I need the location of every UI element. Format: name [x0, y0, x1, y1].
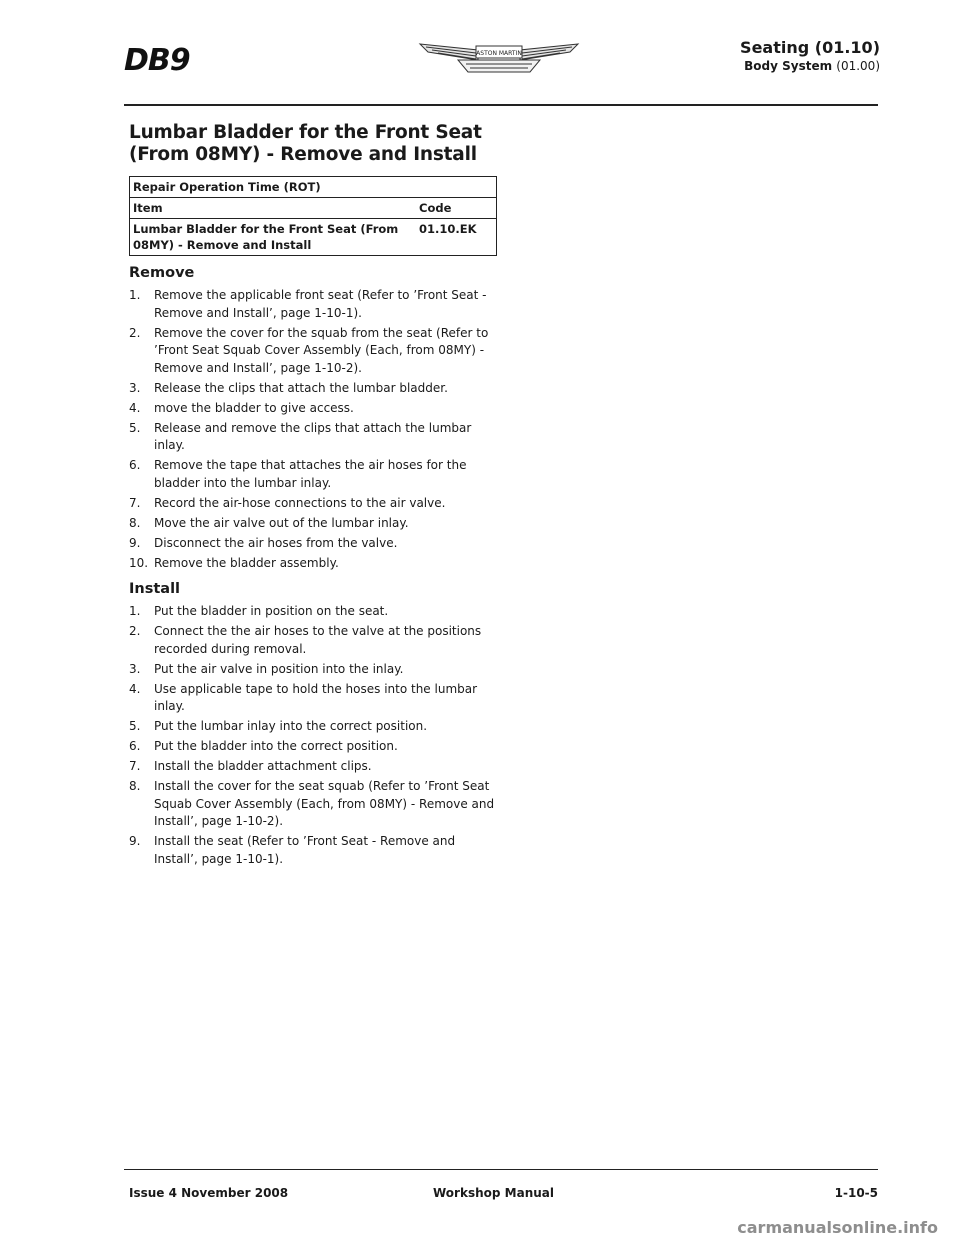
install-steps [129, 603, 499, 868]
list-item [129, 738, 499, 756]
list-item [129, 325, 499, 378]
step-number: 4. [129, 681, 141, 696]
remove-steps [129, 287, 499, 572]
system-code: (01.00) [836, 59, 880, 73]
step-text: Put the air valve in position into the inlay. [154, 661, 404, 676]
watermark: carmanualsonline.info [737, 1218, 938, 1237]
list-item [129, 495, 499, 513]
step-number: 7. [129, 495, 141, 510]
step-text: Install the cover for the seat squab (Refer to ’Front Seat Squab Cover Assembly (Each, from 08MY) - Remove and Install’, page 1-10-2). [154, 779, 495, 828]
page-title: Lumbar Bladder for the Front Seat (From 08MY) - Remove and Install [129, 122, 482, 165]
list-item [129, 778, 499, 831]
list-item [129, 555, 499, 573]
step-text: Release the clips that attach the lumbar bladder. [154, 380, 448, 395]
step-text: Install the bladder attachment clips. [154, 759, 372, 773]
step-text: Put the lumbar inlay into the correct position. [154, 719, 428, 733]
step-number: 3. [129, 661, 141, 676]
step-text: Connect the the air hoses to the valve at the positions recorded during removal. [154, 624, 482, 656]
step-text: Remove the bladder assembly. [154, 555, 339, 570]
list-item [129, 758, 499, 776]
list-item [129, 457, 499, 492]
step-number: 8. [129, 779, 141, 793]
step-text: Put the bladder into the correct position. [154, 739, 398, 753]
install-heading: Install [129, 581, 181, 597]
svg-text:ASTON MARTIN: ASTON MARTIN [476, 50, 522, 57]
step-number: 7. [129, 759, 141, 773]
step-number: 2. [129, 624, 141, 638]
step-number: 1. [129, 604, 141, 618]
db9-logo [124, 38, 240, 76]
page-header [0, 0, 960, 105]
remove-heading: Remove [129, 265, 195, 281]
svg-text:DB9: DB9 [124, 43, 190, 76]
step-number: 10. [129, 555, 149, 570]
step-text: Remove the cover for the squab from the seat (Refer to ’Front Seat Squab Cover Assembly (Each, from 08MY) - Remove and Install’, page 1-10-2). [154, 325, 489, 375]
footer-issue: Issue 4 November 2008 [129, 1186, 289, 1200]
main-content [129, 122, 499, 871]
step-text: Remove the tape that attaches the air hoses for the bladder into the lumbar inlay. [154, 458, 467, 490]
rot-row-code: 01.10.EK [416, 219, 497, 256]
list-item [129, 380, 499, 398]
step-text: Install the seat (Refer to ’Front Seat - Remove and Install’, page 1-10-1). [154, 834, 456, 866]
list-item [129, 287, 499, 322]
list-item [129, 681, 499, 716]
list-item [129, 603, 499, 621]
step-text: Release and remove the clips that attach the lumbar inlay. [154, 420, 472, 452]
aston-martin-wings-emblem [418, 38, 580, 74]
rot-row-item: Lumbar Bladder for the Front Seat (From 08MY) - Remove and Install [130, 219, 417, 256]
section-title: Seating (01.10) [740, 38, 880, 57]
rot-col-code: Code [416, 198, 497, 219]
header-rule [124, 104, 878, 106]
rot-col-item: Item [130, 198, 417, 219]
step-number: 9. [129, 535, 141, 550]
step-number: 8. [129, 515, 141, 530]
step-number: 4. [129, 400, 141, 415]
list-item [129, 400, 499, 418]
footer-rule [124, 1169, 878, 1170]
step-text: Remove the applicable front seat (Refer to ’Front Seat - Remove and Install’, page 1-10-1). [154, 288, 487, 320]
list-item [129, 420, 499, 455]
list-item [129, 661, 499, 679]
step-text: Use applicable tape to hold the hoses into the lumbar inlay. [154, 681, 478, 713]
step-text: Disconnect the air hoses from the valve. [154, 535, 398, 550]
list-item [129, 515, 499, 533]
step-number: 2. [129, 325, 141, 340]
list-item [129, 718, 499, 736]
step-text: Record the air-hose connections to the air valve. [154, 495, 446, 510]
footer-manual: Workshop Manual [433, 1186, 554, 1200]
step-number: 1. [129, 288, 141, 302]
step-number: 5. [129, 420, 141, 435]
list-item [129, 535, 499, 553]
system-name: Body System [744, 59, 833, 73]
rot-table [129, 176, 497, 256]
system-label [740, 58, 880, 74]
list-item [129, 623, 499, 658]
step-number: 5. [129, 719, 141, 733]
header-section-info [740, 38, 880, 74]
step-text: move the bladder to give access. [154, 400, 354, 415]
step-number: 3. [129, 380, 141, 395]
step-number: 6. [129, 458, 141, 472]
table-row [130, 219, 497, 256]
step-text: Move the air valve out of the lumbar inlay. [154, 515, 409, 530]
rot-table-caption: Repair Operation Time (ROT) [130, 177, 497, 198]
step-number: 6. [129, 739, 141, 753]
step-text: Put the bladder in position on the seat. [154, 604, 389, 618]
footer-page-number: 1-10-5 [834, 1186, 878, 1200]
step-number: 9. [129, 834, 141, 848]
list-item [129, 833, 499, 868]
